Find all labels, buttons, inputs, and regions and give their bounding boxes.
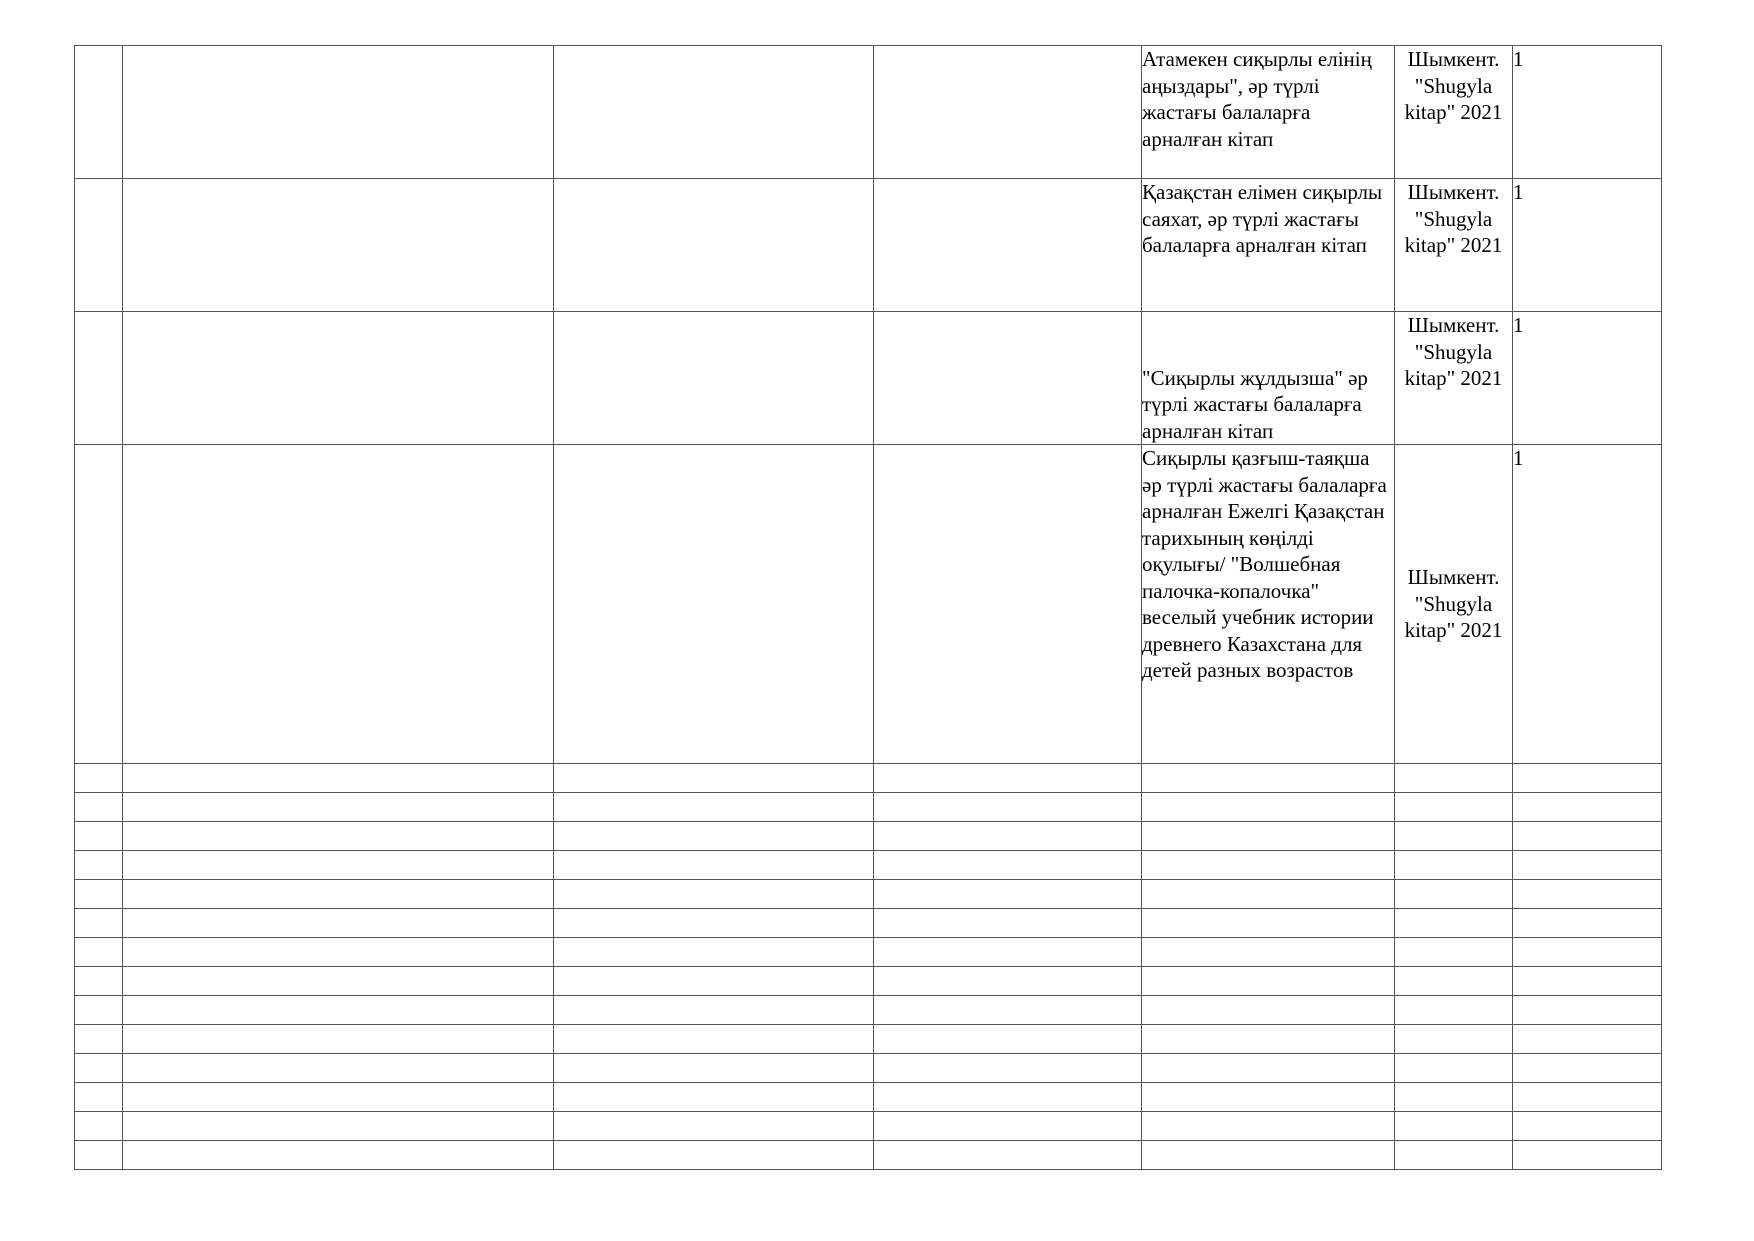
empty-cell	[1142, 909, 1395, 938]
empty-cell	[874, 793, 1142, 822]
empty-cell	[554, 880, 874, 909]
empty-cell	[123, 179, 554, 312]
empty-cell	[874, 764, 1142, 793]
empty-table-row	[75, 1025, 1662, 1054]
empty-cell	[1513, 822, 1662, 851]
empty-cell	[1395, 996, 1513, 1025]
empty-cell	[1395, 851, 1513, 880]
empty-cell	[75, 880, 123, 909]
empty-cell	[123, 764, 554, 793]
empty-cell	[1513, 1025, 1662, 1054]
table-row	[75, 46, 1662, 179]
empty-cell	[123, 1141, 554, 1170]
empty-cell	[554, 764, 874, 793]
empty-table-row	[75, 1054, 1662, 1083]
empty-table-row	[75, 880, 1662, 909]
empty-cell	[123, 793, 554, 822]
empty-cell	[1513, 1112, 1662, 1141]
empty-cell	[75, 996, 123, 1025]
empty-cell	[123, 938, 554, 967]
empty-cell	[1142, 880, 1395, 909]
empty-cell	[1142, 1054, 1395, 1083]
empty-cell	[874, 996, 1142, 1025]
book-title-cell: Атамекен сиқырлы елінің аңыздары", әр түрлі жастағы балаларға арналған кітап	[1142, 46, 1395, 179]
empty-cell	[1513, 1054, 1662, 1083]
empty-cell	[874, 1083, 1142, 1112]
book-title-cell: "Сиқырлы жұлдызша" әр түрлі жастағы балаларға арналған кітап	[1142, 312, 1395, 445]
empty-cell	[1513, 909, 1662, 938]
empty-cell	[1513, 967, 1662, 996]
quantity-cell: 1	[1513, 46, 1662, 179]
empty-cell	[1142, 1083, 1395, 1112]
empty-cell	[1395, 1054, 1513, 1083]
book-title-cell: Қазақстан елімен сиқырлы саяхат, әр түрлі жастағы балаларға арналған кітап	[1142, 179, 1395, 312]
empty-table-row	[75, 764, 1662, 793]
empty-cell	[554, 822, 874, 851]
empty-cell	[123, 880, 554, 909]
empty-table-row	[75, 793, 1662, 822]
table-row	[75, 179, 1662, 312]
empty-cell	[123, 1083, 554, 1112]
empty-cell	[1395, 764, 1513, 793]
empty-cell	[554, 851, 874, 880]
empty-cell	[554, 909, 874, 938]
empty-cell	[874, 1025, 1142, 1054]
empty-cell	[75, 822, 123, 851]
table-row	[75, 445, 1662, 764]
empty-cell	[874, 909, 1142, 938]
empty-cell	[75, 1025, 123, 1054]
empty-cell	[874, 445, 1142, 764]
empty-cell	[874, 938, 1142, 967]
empty-cell	[1513, 880, 1662, 909]
empty-table-row	[75, 851, 1662, 880]
publisher-cell: Шымкент. "Shugyla kitap" 2021	[1395, 179, 1513, 312]
empty-table-row	[75, 909, 1662, 938]
empty-cell	[1395, 1141, 1513, 1170]
empty-cell	[554, 312, 874, 445]
empty-cell	[874, 1054, 1142, 1083]
empty-cell	[1142, 1141, 1395, 1170]
number-cell	[75, 312, 123, 445]
empty-cell	[1395, 793, 1513, 822]
publisher-cell: Шымкент. "Shugyla kitap" 2021	[1395, 46, 1513, 179]
empty-cell	[554, 1054, 874, 1083]
number-cell	[75, 46, 123, 179]
empty-cell	[554, 1112, 874, 1141]
number-cell	[75, 179, 123, 312]
publisher-cell: Шымкент. "Shugyla kitap" 2021	[1395, 445, 1513, 764]
empty-cell	[75, 793, 123, 822]
quantity-cell: 1	[1513, 445, 1662, 764]
empty-table-row	[75, 822, 1662, 851]
empty-cell	[1142, 938, 1395, 967]
empty-cell	[75, 764, 123, 793]
empty-cell	[1395, 1025, 1513, 1054]
empty-cell	[123, 851, 554, 880]
empty-cell	[1395, 967, 1513, 996]
empty-cell	[554, 793, 874, 822]
quantity-cell: 1	[1513, 312, 1662, 445]
empty-cell	[1513, 996, 1662, 1025]
empty-cell	[554, 46, 874, 179]
empty-cell	[554, 179, 874, 312]
empty-cell	[123, 1025, 554, 1054]
book-title-cell: Сиқырлы қазғыш-таяқша әр түрлі жастағы балаларға арналған Ежелгі Қазақстан тарихының көңілді оқулығы/ "Волшебная палочка-копалочка" веселый учебник истории древнего Казахстана для детей разных возрастов	[1142, 445, 1395, 764]
quantity-cell: 1	[1513, 179, 1662, 312]
empty-cell	[874, 312, 1142, 445]
empty-cell	[554, 996, 874, 1025]
empty-cell	[75, 1141, 123, 1170]
empty-cell	[874, 851, 1142, 880]
empty-cell	[554, 1141, 874, 1170]
empty-cell	[874, 967, 1142, 996]
empty-cell	[874, 822, 1142, 851]
empty-cell	[554, 1083, 874, 1112]
empty-cell	[554, 445, 874, 764]
empty-cell	[874, 1141, 1142, 1170]
empty-cell	[123, 996, 554, 1025]
empty-cell	[123, 909, 554, 938]
empty-cell	[874, 46, 1142, 179]
empty-cell	[123, 1112, 554, 1141]
empty-cell	[75, 1054, 123, 1083]
empty-table-row	[75, 1112, 1662, 1141]
empty-cell	[1142, 764, 1395, 793]
empty-table-row	[75, 967, 1662, 996]
empty-cell	[1513, 1141, 1662, 1170]
empty-cell	[75, 909, 123, 938]
empty-cell	[1142, 1112, 1395, 1141]
empty-cell	[1395, 880, 1513, 909]
empty-cell	[1142, 1025, 1395, 1054]
empty-table-row	[75, 1141, 1662, 1170]
empty-cell	[1142, 967, 1395, 996]
empty-cell	[75, 967, 123, 996]
empty-cell	[1142, 822, 1395, 851]
empty-table-row	[75, 938, 1662, 967]
table-body	[75, 46, 1662, 1170]
empty-cell	[123, 822, 554, 851]
empty-cell	[1513, 793, 1662, 822]
empty-cell	[123, 46, 554, 179]
empty-cell	[1395, 1112, 1513, 1141]
empty-cell	[1513, 851, 1662, 880]
empty-cell	[554, 938, 874, 967]
empty-cell	[1142, 793, 1395, 822]
empty-cell	[123, 1054, 554, 1083]
empty-cell	[1513, 764, 1662, 793]
empty-cell	[123, 312, 554, 445]
empty-cell	[75, 1112, 123, 1141]
empty-cell	[1395, 909, 1513, 938]
empty-cell	[75, 938, 123, 967]
empty-cell	[1395, 1083, 1513, 1112]
publisher-cell: Шымкент. "Shugyla kitap" 2021	[1395, 312, 1513, 445]
empty-cell	[1395, 938, 1513, 967]
empty-cell	[75, 851, 123, 880]
empty-cell	[75, 1083, 123, 1112]
empty-cell	[1142, 851, 1395, 880]
empty-cell	[1513, 938, 1662, 967]
document-table	[74, 45, 1662, 1170]
number-cell	[75, 445, 123, 764]
empty-cell	[554, 1025, 874, 1054]
empty-cell	[874, 179, 1142, 312]
empty-cell	[1142, 996, 1395, 1025]
empty-cell	[123, 967, 554, 996]
empty-table-row	[75, 1083, 1662, 1112]
empty-cell	[874, 1112, 1142, 1141]
empty-cell	[1395, 822, 1513, 851]
empty-cell	[123, 445, 554, 764]
empty-table-row	[75, 996, 1662, 1025]
empty-cell	[1513, 1083, 1662, 1112]
empty-cell	[874, 880, 1142, 909]
table-row	[75, 312, 1662, 445]
empty-cell	[554, 967, 874, 996]
